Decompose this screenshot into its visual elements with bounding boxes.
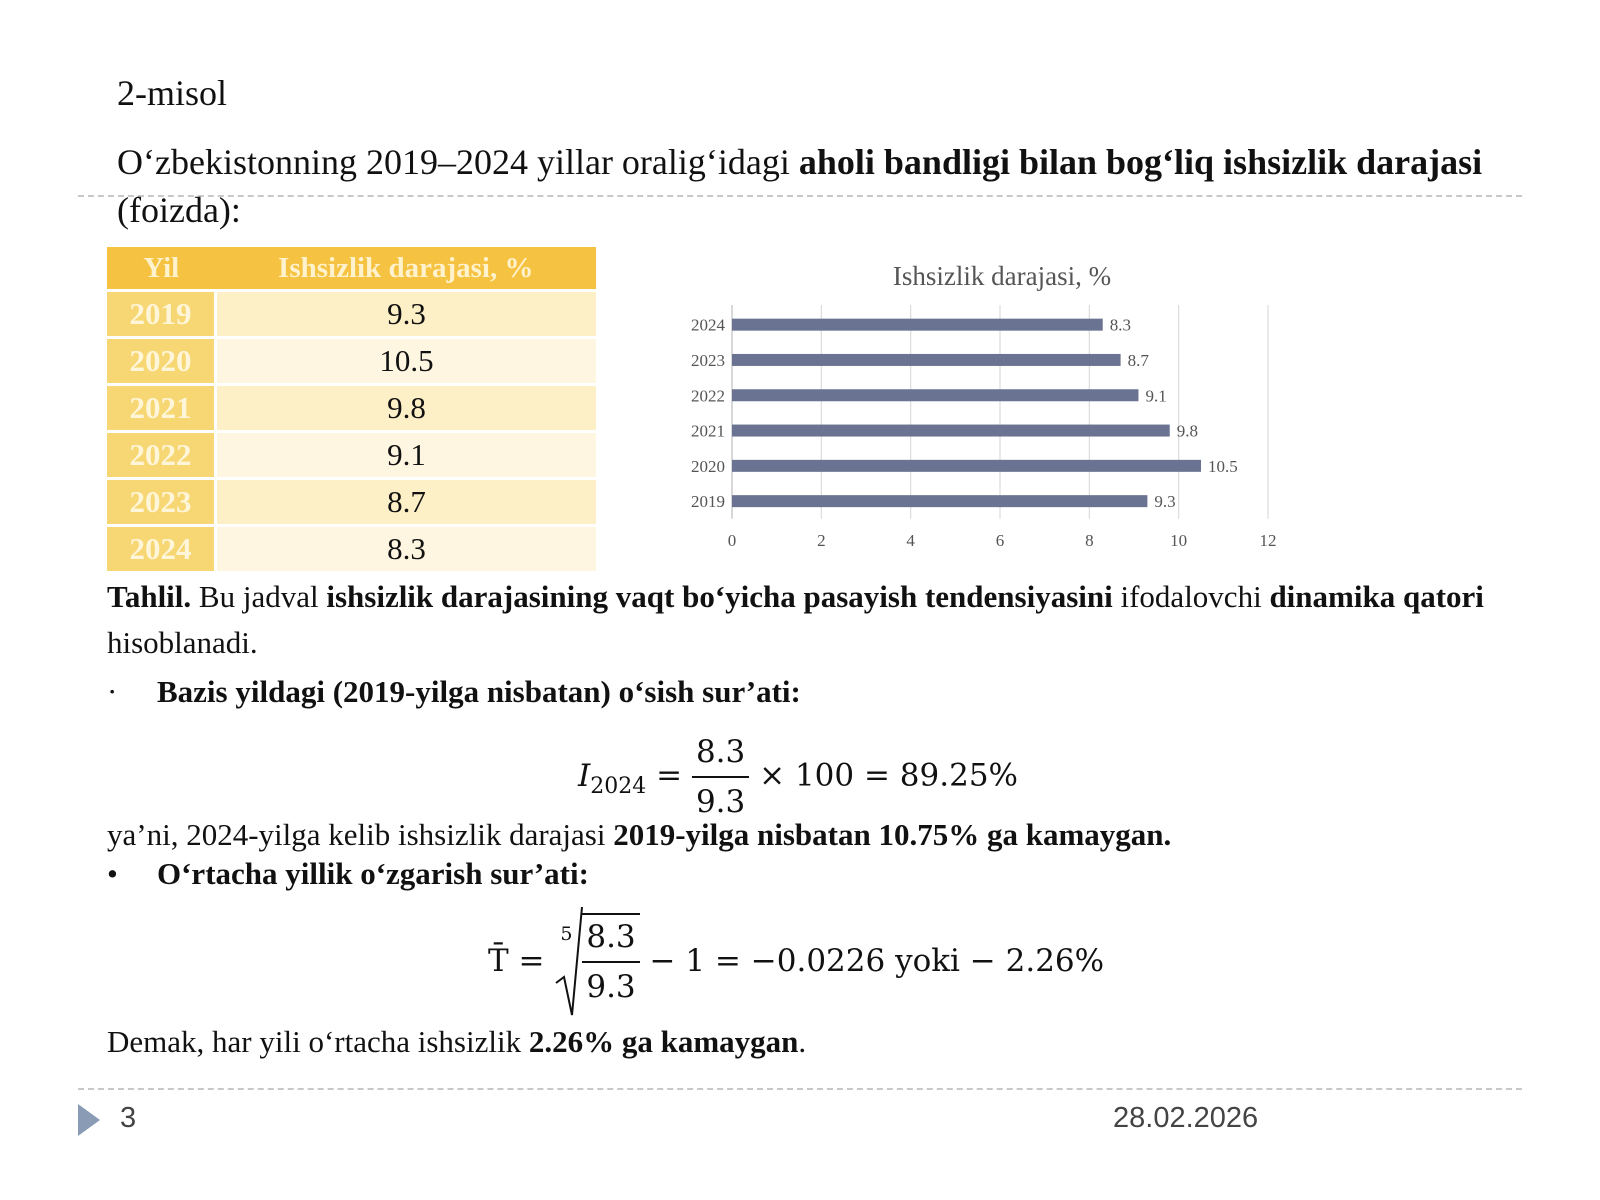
bullet-1 [107, 674, 801, 710]
table-row [107, 338, 596, 385]
bar [732, 354, 1121, 366]
bullet-marker: • [107, 856, 118, 891]
x-tick-label: 2 [817, 530, 826, 550]
formula-rest: − 1 = −0.0226 yoki − 2.26% [649, 943, 1105, 979]
slide-heading: 2-misol [117, 73, 228, 113]
formula-base-growth [578, 730, 1018, 824]
slide-arrow-icon [76, 1102, 102, 1138]
intro-paragraph [117, 138, 1517, 234]
table-row [107, 432, 596, 479]
y-tick-label: 2022 [691, 386, 725, 406]
result-2 [107, 1019, 1527, 1065]
data-label: 9.3 [1154, 492, 1176, 512]
y-tick-label: 2021 [691, 421, 725, 441]
footer-date: 28.02.2026 [1113, 1102, 1259, 1134]
table-row [107, 479, 596, 526]
y-tick-label: 2019 [691, 492, 725, 512]
data-label: 8.3 [1109, 315, 1131, 335]
y-tick-label: 2024 [691, 315, 725, 335]
unemployment-table [107, 247, 596, 571]
table-header-row [107, 247, 596, 291]
radical-icon [554, 905, 584, 1017]
data-label: 8.7 [1127, 350, 1149, 370]
cell-year: 2021 [107, 385, 216, 432]
result-2-end: . [798, 1024, 807, 1059]
analysis-text-1: Bu jadval [191, 579, 327, 614]
cell-value: 8.7 [216, 479, 597, 526]
formula-lhs: $I_{2024}$ [578, 757, 647, 799]
formula-average-change [488, 905, 1104, 1017]
cell-value: 9.3 [216, 291, 597, 338]
bar [732, 495, 1147, 507]
cell-year: 2020 [107, 338, 216, 385]
x-tick-label: 10 [1170, 530, 1188, 550]
bullet-marker: · [107, 674, 118, 709]
result-2-bold: 2.26% ga kamaygan [528, 1024, 799, 1059]
intro-text-2: (foizda): [117, 190, 241, 230]
data-label: 9.1 [1145, 386, 1167, 406]
data-label: 10.5 [1208, 456, 1238, 476]
cell-year: 2019 [107, 291, 216, 338]
header-year: Yil [107, 247, 216, 291]
chart-title: Ishsizlik darajasi, % [892, 261, 1112, 291]
bar [732, 460, 1201, 472]
cell-value: 9.1 [216, 432, 597, 479]
analysis-bold-3: dinamika qatori [1269, 579, 1484, 614]
bar [732, 425, 1170, 437]
chart-bars [732, 319, 1201, 508]
x-tick-label: 12 [1259, 530, 1277, 550]
result-1-bold: 2019-yilga nisbatan 10.75% ga kamaygan. [613, 817, 1172, 852]
formula-lhs: T̄ = [488, 943, 555, 979]
result-1-text: ya’ni, 2024-yilga kelib ishsizlik darajasi [107, 817, 614, 852]
cell-year: 2023 [107, 479, 216, 526]
bar [732, 319, 1103, 331]
x-tick-label: 8 [1085, 530, 1094, 550]
root-sign [554, 905, 584, 1017]
fraction-denominator: 9.3 [586, 969, 636, 1005]
y-tick-label: 2023 [691, 350, 725, 370]
bullet-2 [107, 856, 589, 892]
intro-text-1: O‘zbekistonning 2019–2024 yillar oralig‘idagi [117, 142, 799, 182]
bullet-text: Bazis yildagi (2019-yilga nisbatan) o‘sish sur’ati: [157, 674, 801, 709]
fraction-numerator: 8.3 [692, 730, 749, 778]
bottom-divider [78, 1088, 1522, 1090]
formula-eq: = [646, 757, 692, 794]
chart-grid [732, 305, 1268, 519]
analysis-text-3: hisoblanadi. [107, 625, 258, 660]
page-number: 3 [120, 1102, 137, 1134]
cell-value: 9.8 [216, 385, 597, 432]
bar [732, 389, 1138, 401]
fraction-denominator: 9.3 [695, 784, 746, 820]
formula-fraction [582, 913, 639, 1009]
data-label: 9.8 [1176, 421, 1198, 441]
cell-year: 2024 [107, 526, 216, 572]
intro-text-bold: aholi bandligi bilan bog‘liq ishsizlik darajasi [798, 142, 1483, 182]
result-2-text: Demak, har yili o‘rtacha ishsizlik [107, 1024, 529, 1059]
table-row [107, 385, 596, 432]
x-tick-label: 6 [995, 530, 1005, 550]
analysis-bold-2: ishsizlik darajasining vaqt bo‘yicha pasayish tendensiyasini [326, 579, 1113, 614]
x-tick-label: 4 [906, 530, 915, 550]
result-1 [107, 812, 1527, 858]
bullet-text: O‘rtacha yillik o‘zgarish sur’ati: [157, 856, 589, 891]
formula-fraction [692, 730, 749, 824]
formula-rest: × 100 = 89.25% [759, 757, 1018, 794]
table-row [107, 291, 596, 338]
unemployment-bar-chart [680, 255, 1320, 565]
cell-year: 2022 [107, 432, 216, 479]
root-index: 5 [560, 923, 573, 945]
x-tick-label: 0 [727, 530, 737, 550]
cell-value: 8.3 [216, 526, 597, 572]
fraction-numerator: 8.3 [582, 915, 639, 963]
table-row [107, 526, 596, 572]
analysis-text-2: ifodalovchi [1112, 579, 1270, 614]
y-tick-label: 2020 [691, 456, 725, 476]
cell-value: 10.5 [216, 338, 597, 385]
header-rate: Ishsizlik darajasi, % [216, 247, 597, 291]
analysis-paragraph [107, 574, 1527, 666]
analysis-bold-1: Tahlil. [107, 579, 192, 614]
